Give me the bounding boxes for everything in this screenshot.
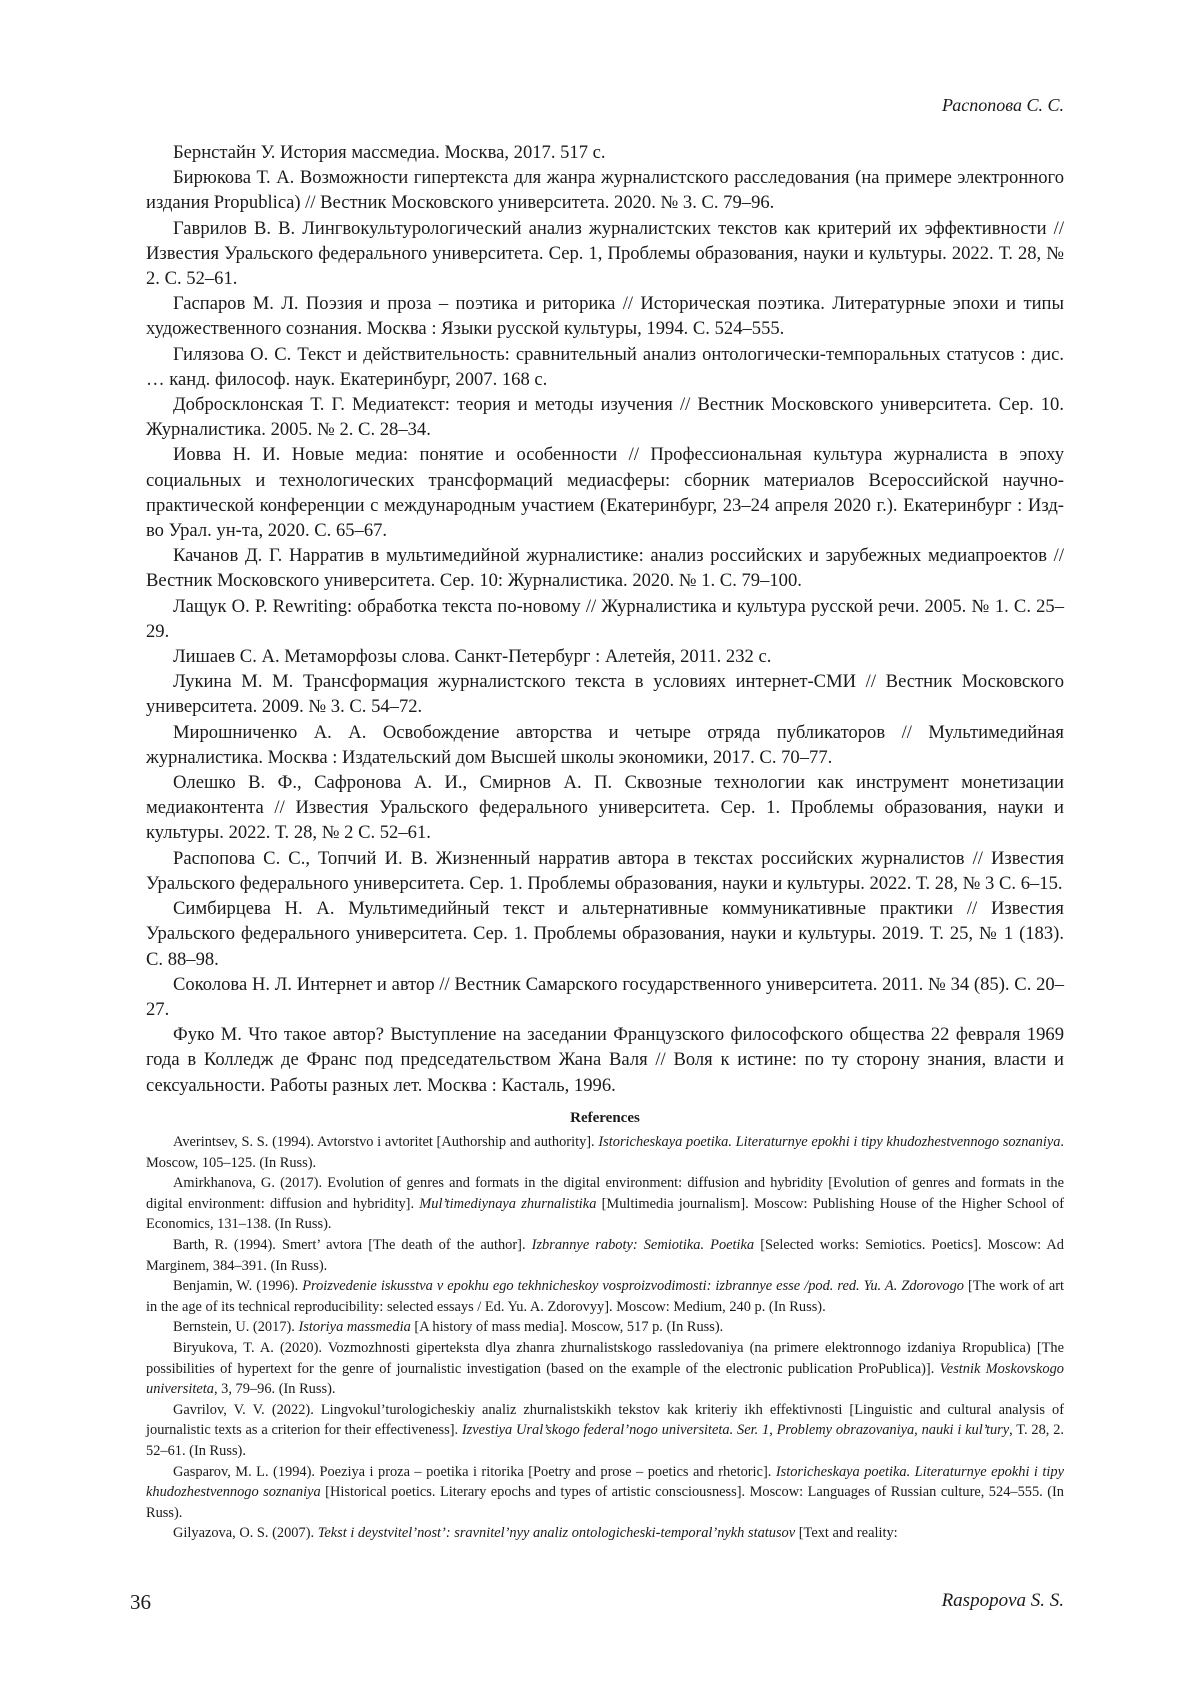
- running-foot: Raspopova S. S.: [941, 1590, 1064, 1611]
- reference-source-title: Proizvedenie iskusstva v epokhu ego tekhnicheskoy vosproizvodimosti: izbrannye esse /pod. red. Yu. A. Zdorovogo: [302, 1278, 964, 1295]
- reference-text: Gasparov, M. L. (1994). Poeziya i proza – poetika i ritorika [Poetry and prose – poetics and rhetoric].: [173, 1463, 776, 1480]
- reference-text: [Selected works: Semiotics. Poetics]. Moscow: Ad Marginem, 384–391. (In Russ).: [146, 1236, 1064, 1274]
- page-number: 36: [130, 1590, 151, 1614]
- reference-entry: Лукина М. М. Трансформация журналистского текста в условиях интернет-СМИ // Вестник Московского университета. 2009. № 3. С. 54–72.: [146, 671, 1064, 718]
- reference-text: Barth, R. (1994). Smert’ avtora [The death of the author].: [173, 1236, 532, 1253]
- reference-source-title: Vestnik Moskovskogo universiteta: [146, 1360, 1064, 1398]
- reference-text: Bernstein, U. (2017).: [173, 1319, 299, 1336]
- reference-text: Gavrilov, V. V. (2022). Lingvokul’turologicheskiy analiz zhurnalistskikh tekstov kak kriteriy ikh effektivnosti [Linguistic and cultural analysis of journalistic texts as a criterion for their effectiveness].: [146, 1401, 1064, 1439]
- reference-entry: Соколова Н. Л. Интернет и автор // Вестник Самарского государственного университета. 2011. № 34 (85). С. 20–27.: [146, 973, 1064, 1020]
- reference-entry: Бернстайн У. История массмедиа. Москва, 2017. 517 с.: [173, 142, 606, 163]
- reference-entry: Гаспаров М. Л. Поэзия и проза – поэтика и риторика // Историческая поэтика. Литературные эпохи и типы художественного сознания. Москва : Языки русской культуры, 1994. С. 524–555.: [146, 293, 1064, 340]
- reference-text: Gilyazova, O. S. (2007).: [173, 1525, 318, 1542]
- reference-entry: [146, 1400, 1064, 1462]
- russian-reference-list: [146, 140, 1064, 1098]
- reference-source-title: Izvestiya Ural’skogo federal’nogo universiteta. Ser. 1, Problemy obrazovaniya, nauki i kul’tury: [461, 1422, 1010, 1439]
- reference-text: [A history of mass media]. Moscow, 517 p. (In Russ).: [410, 1319, 724, 1336]
- english-reference-list: [146, 1132, 1064, 1544]
- reference-source-title: Istoriya massmedia: [298, 1319, 411, 1336]
- reference-entry: [146, 1462, 1064, 1524]
- reference-entry: Гилязова О. С. Текст и действительность: сравнительный анализ онтологически-темпоральных статусов : дис. … канд. философ. наук. Екатеринбург, 2007. 168 с.: [146, 343, 1064, 390]
- reference-entry: Бирюкова Т. А. Возможности гипертекста для жанра журналистского расследования (на примере электронного издания Propublica) // Вестник Московского университета. 2020. № 3. С. 79–96.: [146, 167, 1064, 214]
- reference-entry: [146, 1276, 1064, 1317]
- reference-text: . Moscow, 105–125. (In Russ).: [146, 1134, 1065, 1171]
- reference-entry: Мирошниченко А. А. Освобождение авторства и четыре отряда публикаторов // Мультимедийная журналистика. Москва : Издательский дом Высшей школы экономики, 2017. С. 70–77.: [146, 721, 1064, 768]
- references-heading: References: [570, 1110, 640, 1126]
- reference-text: [The work of art in the age of its technical reproducibility: selected essays / Ed. Yu. A. Zdorovyy]. Moscow: Medium, 240 p. (In Russ).: [146, 1278, 1065, 1315]
- reference-entry: Фуко М. Что такое автор? Выступление на заседании Французского философского общества 22 февраля 1969 года в Колледж де Франс под председательством Жана Валя // Воля к истине: по ту сторону знания, власти и сексуальности. Работы разных лет. Москва : Касталь, 1996.: [146, 1024, 1064, 1096]
- reference-entry: Качанов Д. Г. Нарратив в мультимедийной журналистике: анализ российских и зарубежных медиапроектов // Вестник Московского университета. Сер. 10: Журналистика. 2020. № 1. С. 79–100.: [146, 545, 1064, 592]
- reference-entry: Добросклонская Т. Г. Медиатекст: теория и методы изучения // Вестник Московского университета. Сер. 10. Журналистика. 2005. № 2. С. 28–34.: [146, 394, 1064, 441]
- reference-entry: Гаврилов В. В. Лингвокультурологический анализ журналистских текстов как критерий их эффективности // Известия Уральского федерального университета. Сер. 1, Проблемы образования, науки и культуры. 2022. Т. 28, № 2. С. 52–61.: [146, 217, 1064, 290]
- reference-source-title: Izbrannye raboty: Semiotika. Poetika: [531, 1236, 755, 1253]
- reference-entry: [146, 1235, 1064, 1276]
- reference-source-title: Tekst i deystvitel’nost’: sravnitel’nyy analiz ontologicheski-temporal’nykh statusov: [317, 1525, 796, 1542]
- reference-entry: Лащук О. Р. Rewriting: обработка текста по-новому // Журналистика и культура русской речи. 2005. № 1. С. 25–29.: [146, 595, 1064, 642]
- reference-entry: [146, 1317, 1064, 1338]
- running-head: Распопова С. С.: [941, 95, 1064, 115]
- reference-text: , 3, 79–96. (In Russ).: [213, 1381, 336, 1398]
- reference-entry: Симбирцева Н. А. Мультимедийный текст и альтернативные коммуникативные практики // Известия Уральского федерального университета. Сер. 1. Проблемы образования, науки и культуры. 2019. Т. 25, № 1 (183). С. 88–98.: [146, 898, 1064, 970]
- reference-entry: [146, 1523, 1064, 1544]
- reference-text: Averintsev, S. S. (1994). Avtorstvo i avtoritet [Authorship and authority].: [173, 1134, 599, 1150]
- reference-entry: [146, 1338, 1064, 1400]
- reference-source-title: Mul’timediynaya zhurnalistika: [419, 1195, 597, 1212]
- reference-text: , T. 28, 2. 52–61. (In Russ).: [146, 1422, 1064, 1459]
- reference-text: Amirkhanova, G. (2017). Evolution of genres and formats in the digital environment: diffusion and hybridity [Evolution of genres and formats in the digital environment: diffusion and hybridity].: [146, 1175, 1064, 1212]
- reference-entry: Распопова С. С., Топчий И. В. Жизненный нарратив автора в текстах российских журналистов // Известия Уральского федерального университета. Сер. 1. Проблемы образования, науки и культуры. 2022. Т. 28, № 3 С. 6–15.: [146, 847, 1064, 894]
- reference-text: [Text and reality:: [795, 1525, 898, 1542]
- reference-source-title: Istoricheskaya poetika. Literaturnye epokhi i tipy khudozhestvennogo soznaniya: [146, 1463, 1064, 1501]
- reference-text: Benjamin, W. (1996).: [173, 1278, 303, 1295]
- reference-text: [Multimedia journalism]. Moscow: Publishing House of the Higher School of Economics, 131–138. (In Russ).: [146, 1195, 1065, 1233]
- reference-source-title: Istoricheskaya poetika. Literaturnye epokhi i tipy khudozhestvennogo soznaniya: [598, 1134, 1061, 1150]
- reference-entry: Иовва Н. И. Новые медиа: понятие и особенности // Профессиональная культура журналиста в эпоху социальных и технологических трансформаций медиасферы: сборник материалов Всероссийской научно-практической конференции с международным участием (Екатеринбург, 23–24 апреля 2020 г.). Екатеринбург : Изд-во Урал. ун-та, 2020. С. 65–67.: [146, 444, 1064, 542]
- reference-text: Biryukova, T. A. (2020). Vozmozhnosti giperteksta dlya zhanra zhurnalistskogo rassledovaniya (na primere elektronnogo izdaniya Rropublica) [The possibilities of hypertext for the genre of journalistic investigation (based on the example of the electronic publication ProPublica)].: [146, 1339, 1064, 1377]
- reference-entry: Лишаев С. А. Метаморфозы слова. Санкт-Петербург : Алетейя, 2011. 232 с.: [173, 646, 772, 668]
- reference-entry: Олешко В. Ф., Сафронова А. И., Смирнов А. П. Сквозные технологии как инструмент монетизации медиаконтента // Известия Уральского федерального университета. Сер. 1. Проблемы образования, науки и культуры. 2022. Т. 28, № 2 С. 52–61.: [146, 772, 1064, 844]
- reference-entry: [146, 1132, 1064, 1173]
- reference-text: [Historical poetics. Literary epochs and types of artistic consciousness]. Moscow: Languages of Russian culture, 524–555. (In Russ).: [146, 1484, 1064, 1521]
- reference-entry: [146, 1173, 1064, 1235]
